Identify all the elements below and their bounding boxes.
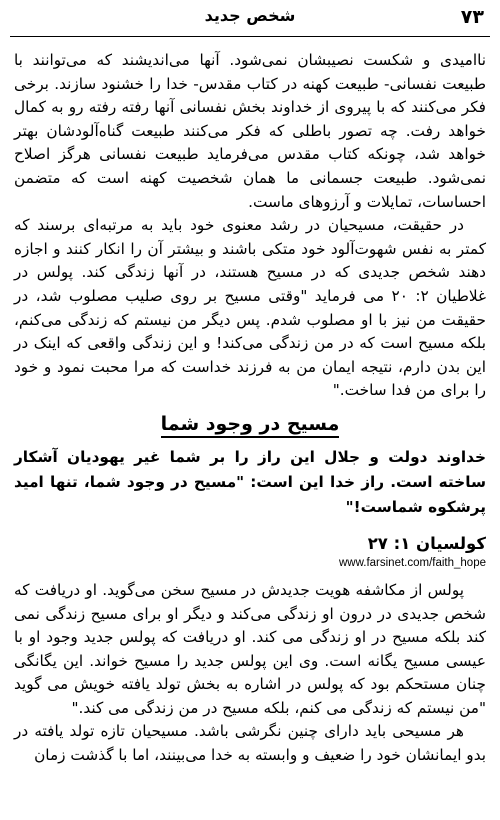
section-heading-text: مسیح در وجود شما xyxy=(161,413,340,438)
body-paragraph: هر مسیحی باید دارای چنین نگرشی باشد. مسیحیان تازه تولد یافته در بدو ایمانشان خود را ضعیف و وابسته به خدا می‌بینند، اما با گذشت زمان xyxy=(14,722,486,765)
page-body xyxy=(10,37,490,768)
running-title: شخص جدید xyxy=(204,6,296,25)
scripture-quote: خداوند دولت و جلال این راز را بر شما غیر یهودیان آشکار ساخته است. راز خدا این است: "مسیح در وجود شما، تنها امید پرشکوه شماست!" xyxy=(14,447,486,516)
source-url: www.farsinet.com/faith_hope xyxy=(338,556,486,569)
page-header xyxy=(10,0,490,37)
body-paragraph: پولس از مکاشفه هویت جدیدش در مسیح سخن می‌گوید. او دریافت که شخص جدیدی در درون او زندگی می‌کند و دیگر او برای مسیح زندگی نمی کند بلکه مسیح در او زندگی می کند. او دریافت که پولس جدید وجود او با عیسی مسیح یگانه است. وی این پولس جدید را مسیح خواند. این یگانگی چنان مستحکم بود که پولس در اشاره به بخش تولد یافته خویش می گوید "من نیستم که زندگی می کنم، بلکه مسیح در من زندگی می کند." xyxy=(14,580,486,717)
body-paragraph: در حقیقت، مسیحیان در رشد معنوی خود باید به مرتبه‌ای برسند که کمتر به نفس شهوت‌آلود خود متکی باشند و بیشتر آن را انکار کنند و اجازه دهند شخص جدیدی که در مسیح هستند، در آنها زندگی کند. پولس در غلاطیان ۲: ۲۰ می فرماید "وقتی مسیح بر روی صلیب مصلوب شد، در حقیقت من نیز با او مصلوب شدم. پس دیگر من نیستم که زندگی می‌کنم، بلکه مسیح است که در من زندگی می‌کند! و این زندگی واقعی که اینک در این بدن دارم، نتیجه ایمان من به فرزند خداست که مرا محبت نمود و خود را برای من فدا ساخت." xyxy=(14,216,486,400)
scripture-reference: کولسیان ۱: ۲۷ xyxy=(367,533,486,553)
section-heading xyxy=(14,413,486,435)
page-number: ۷۳ xyxy=(460,6,484,28)
body-paragraph: ناامیدی و شکست نصیبشان نمی‌شود. آنها می‌اندیشند که می‌توانند با طبیعت نفسانی- طبیعت کهنه در کتاب مقدس- خدا را خشنود سازند. برخی فکر می‌کنند که با پیروی از خداوند بخش نفسانی آنها رفته رفته رو به کمال خواهد رفت. چه تصور باطلی که فکر می‌کنند طبیعت گناه‌آلودشان بهتر خواهد شد، چونکه کتاب مقدس می‌فرماید طبیعت نفسانی هرگز اصلاح نمی‌شود. طبیعت جسمانی ما همان شخصیت کهنه است که متضمن احساسات، تمایلات و آرزوهای ماست. xyxy=(14,51,486,211)
